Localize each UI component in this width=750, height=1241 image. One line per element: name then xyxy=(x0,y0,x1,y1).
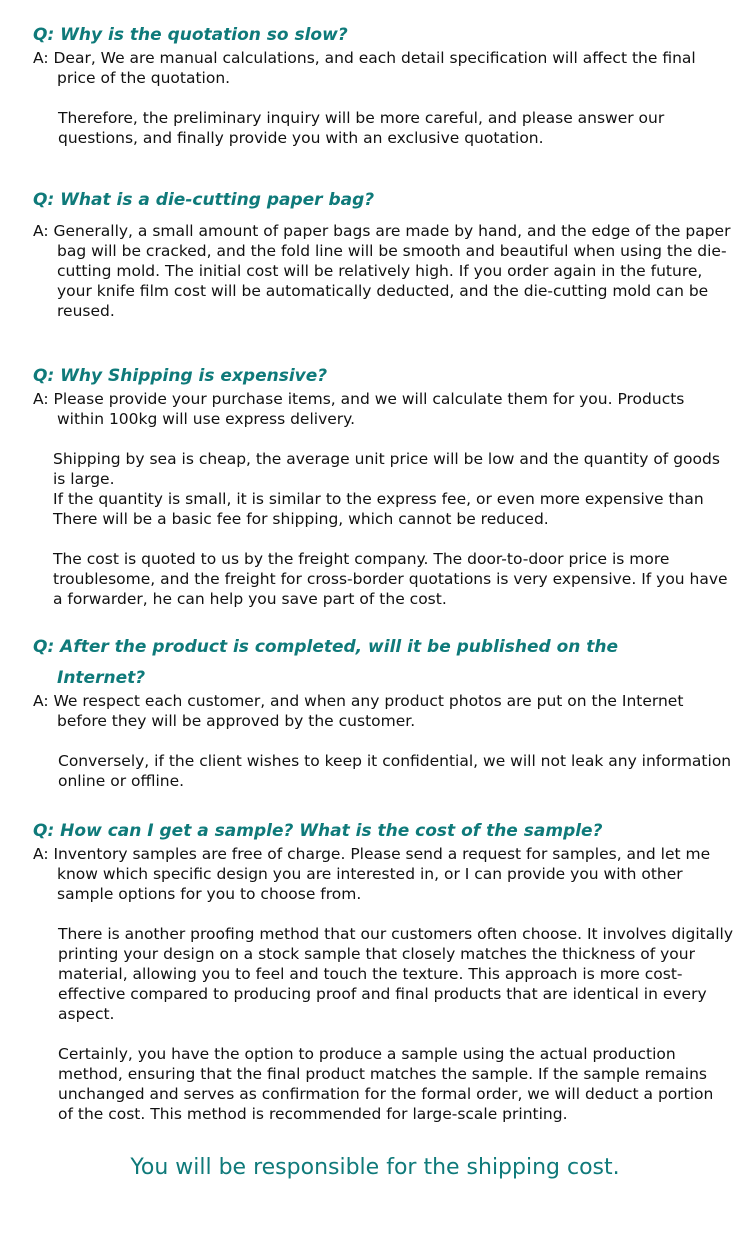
faq-answer-paragraph: Conversely, if the client wishes to keep it confidential, we will not leak any information online or offline. xyxy=(58,752,732,790)
faq-item-shipping xyxy=(33,365,733,609)
answer-prefix: A: xyxy=(33,390,54,408)
faq-answer xyxy=(33,691,733,731)
faq-item-publishing xyxy=(33,636,733,791)
shipping-cost-notice: You will be responsible for the shipping cost. xyxy=(130,1155,620,1180)
faq-answer-paragraph: If the quantity is small, it is similar to the express fee, or even more expensive than There will be a basic fee for shipping, which cannot be reduced. xyxy=(53,490,704,528)
faq-question: Q: Why is the quotation so slow? xyxy=(33,25,348,45)
faq-answer xyxy=(33,48,733,88)
faq-answer-paragraph: Therefore, the preliminary inquiry will be more careful, and please answer our questions, and finally provide you with an exclusive quotation. xyxy=(58,109,665,147)
faq-question xyxy=(33,636,733,689)
answer-text: Dear, We are manual calculations, and each detail specification will affect the final price of the quotation. xyxy=(53,49,696,87)
faq-item-sample xyxy=(33,820,733,1124)
faq-item-quotation xyxy=(33,24,733,148)
faq-answer xyxy=(33,844,733,904)
faq-item-die-cutting xyxy=(33,189,733,321)
answer-text: Generally, a small amount of paper bags are made by hand, and the edge of the paper bag will be cracked, and the fold line will be smooth and beautiful when using the die-cutting mold. The initial cost will be relatively high. If you order again in the future, your knife film cost will be automatically deducted, and the die-cutting mold can be reused. xyxy=(53,222,731,320)
faq-question-line: Internet? xyxy=(57,668,146,688)
faq-answer-paragraph: Certainly, you have the option to produce a sample using the actual production method, ensuring that the final product matches the sample. If the sample remains unchanged and serves as confirmation for the formal order, we will deduct a portion of the cost. This method is recommended for large-scale printing. xyxy=(58,1045,714,1123)
faq-question: Q: Why Shipping is expensive? xyxy=(33,366,328,386)
answer-prefix: A: xyxy=(33,222,54,240)
faq-answer-paragraph: Shipping by sea is cheap, the average unit price will be low and the quantity of goods is large. xyxy=(53,450,720,488)
faq-answer xyxy=(33,389,733,429)
faq-answer-paragraph: The cost is quoted to us by the freight company. The door-to-door price is more troublesome, and the freight for cross-border quotations is very expensive. If you have a forwarder, he can help you save part of the cost. xyxy=(53,550,728,608)
faq-question-line: Q: After the product is completed, will it be published on the xyxy=(33,637,619,657)
answer-prefix: A: xyxy=(33,845,54,863)
answer-prefix: A: xyxy=(33,692,54,710)
answer-text: Inventory samples are free of charge. Please send a request for samples, and let me know which specific design you are interested in, or I can provide you with other sample options for you to choose from. xyxy=(53,845,711,903)
faq-question: Q: What is a die-cutting paper bag? xyxy=(33,190,375,210)
answer-text: Please provide your purchase items, and we will calculate them for you. Products within 100kg will use express delivery. xyxy=(53,390,685,428)
answer-text: We respect each customer, and when any product photos are put on the Internet before they will be approved by the customer. xyxy=(53,692,684,730)
faq-question: Q: How can I get a sample? What is the cost of the sample? xyxy=(33,821,603,841)
answer-prefix: A: xyxy=(33,49,54,67)
faq-answer-paragraph: There is another proofing method that our customers often choose. It involves digitally printing your design on a stock sample that closely matches the thickness of your material, allowing you to feel and touch the texture. This approach is more cost-effective compared to producing proof and final products that are identical in every aspect. xyxy=(58,925,733,1023)
faq-answer xyxy=(33,221,733,321)
